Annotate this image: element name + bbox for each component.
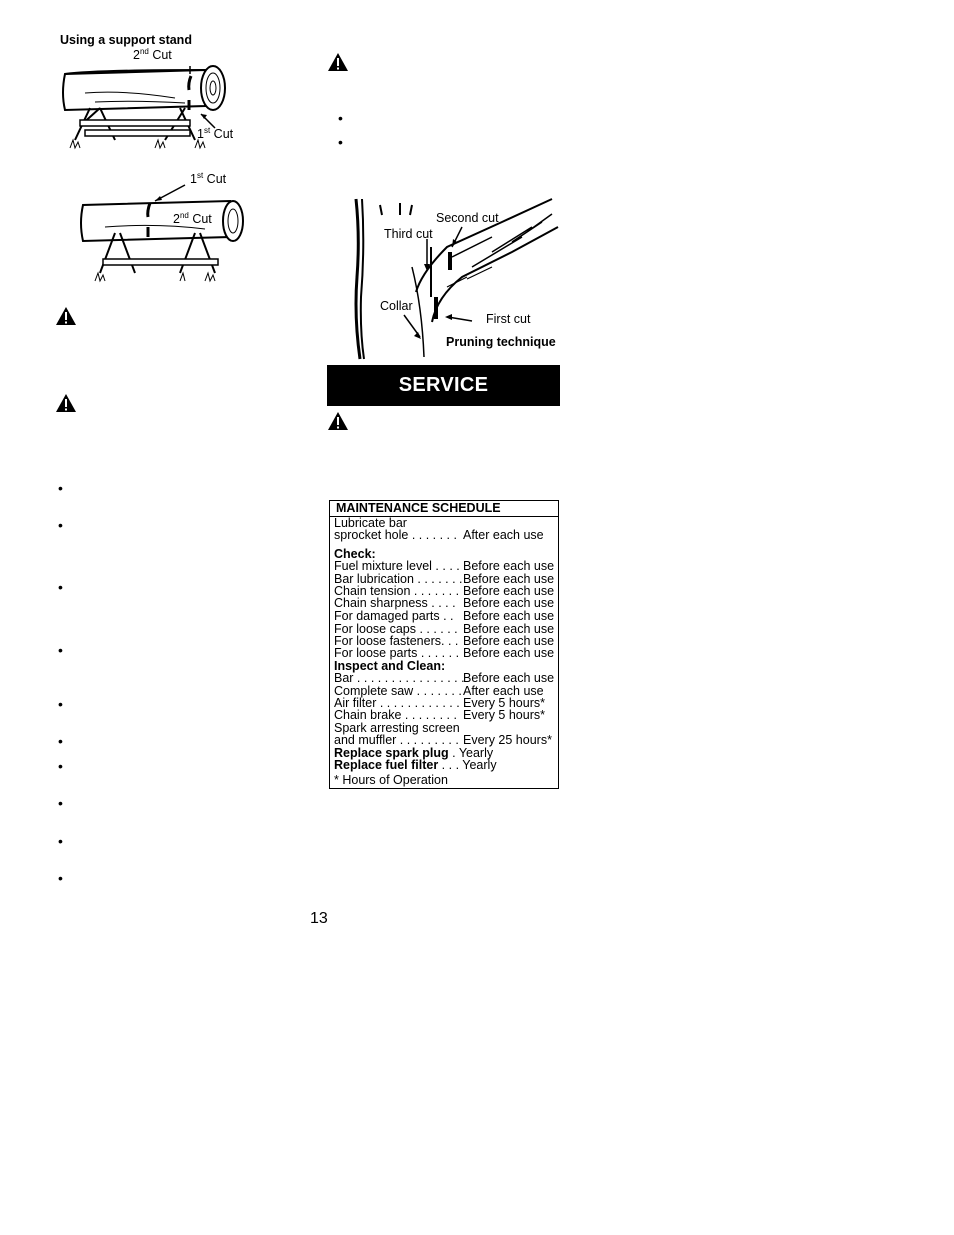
table-row: Lubricate bar	[334, 516, 407, 530]
table-row: For loose caps . . . . . .	[334, 622, 458, 636]
list-bullet: •	[338, 134, 343, 150]
table-row: For loose fasteners. . .	[334, 634, 459, 648]
table-row: Spark arresting screen	[334, 721, 460, 735]
table-row: Bar . . . . . . . . . . . . . . . .	[334, 671, 465, 685]
table-row: sprocket hole . . . . . . .	[334, 528, 457, 542]
top-fig-2nd-cut-label: 2nd Cut	[133, 46, 172, 62]
list-bullet: •	[58, 833, 63, 849]
list-bullet: •	[58, 517, 63, 533]
pruning-first-cut-label: First cut	[486, 312, 531, 326]
warning-icon	[55, 393, 77, 413]
table-row: and muffler . . . . . . . . .	[334, 733, 459, 747]
pruning-technique-caption: Pruning technique	[446, 335, 556, 349]
table-cell-interval: Before each use	[463, 559, 555, 573]
table-row: Chain brake . . . . . . . .	[334, 708, 457, 722]
support-stand-caption: Using a support stand	[60, 33, 192, 47]
table-cell-interval: Before each use	[463, 609, 555, 623]
warning-icon	[55, 306, 77, 326]
page-number: 13	[310, 910, 328, 927]
list-bullet: •	[58, 642, 63, 658]
support-stand-figure-top	[55, 48, 255, 158]
table-section-heading: Check:	[334, 547, 376, 561]
maintenance-footnote: * Hours of Operation	[334, 773, 448, 787]
table-row: Complete saw . . . . . . .	[334, 684, 462, 698]
maintenance-schedule-heading: MAINTENANCE SCHEDULE	[330, 501, 558, 517]
list-bullet: •	[58, 870, 63, 886]
table-row: Fuel mixture level . . . .	[334, 559, 460, 573]
list-bullet: •	[58, 795, 63, 811]
list-bullet: •	[338, 110, 343, 126]
table-cell-interval: Before each use	[463, 671, 555, 685]
bottom-fig-2nd-cut-label: 2nd Cut	[173, 210, 212, 226]
table-cell-interval: After each use	[463, 528, 544, 542]
table-row: Air filter . . . . . . . . . . . . .	[334, 696, 467, 710]
table-row: Chain tension . . . . . . .	[334, 584, 460, 598]
warning-icon	[327, 411, 349, 431]
support-stand-figure-bottom	[75, 183, 255, 293]
pruning-third-cut-label: Third cut	[384, 227, 433, 241]
warning-icon	[327, 52, 349, 72]
table-cell-interval: Before each use	[463, 634, 555, 648]
table-cell-interval: Before each use	[463, 572, 555, 586]
table-cell-interval: Before each use	[463, 596, 555, 610]
table-cell-interval: Every 5 hours*	[463, 708, 545, 722]
table-cell-interval: After each use	[463, 684, 544, 698]
table-cell-interval: Before each use	[463, 646, 555, 660]
bottom-fig-1st-cut-label: 1st Cut	[190, 170, 227, 186]
list-bullet: •	[58, 579, 63, 595]
maintenance-schedule-table	[329, 500, 559, 789]
table-row: Chain sharpness . . . .	[334, 596, 456, 610]
table-row: Replace spark plug . Yearly	[334, 746, 494, 760]
table-row: Bar lubrication . . . . . . .	[334, 572, 463, 586]
list-bullet: •	[58, 480, 63, 496]
table-row: For damaged parts . .	[334, 609, 454, 623]
pruning-collar-label: Collar	[380, 299, 413, 313]
table-cell-interval: Before each use	[463, 584, 555, 598]
pruning-second-cut-label: Second cut	[436, 211, 499, 225]
table-row: Replace fuel filter . . . Yearly	[334, 758, 497, 772]
table-cell-interval: Before each use	[463, 622, 555, 636]
list-bullet: •	[58, 758, 63, 774]
top-fig-1st-cut-label: 1st Cut	[197, 125, 234, 141]
table-cell-interval: Every 5 hours*	[463, 696, 545, 710]
service-section-title: SERVICE	[327, 365, 560, 406]
table-row: For loose parts . . . . . .	[334, 646, 460, 660]
list-bullet: •	[58, 696, 63, 712]
table-cell-interval: Every 25 hours*	[463, 733, 552, 747]
list-bullet: •	[58, 733, 63, 749]
table-section-heading: Inspect and Clean:	[334, 659, 446, 673]
